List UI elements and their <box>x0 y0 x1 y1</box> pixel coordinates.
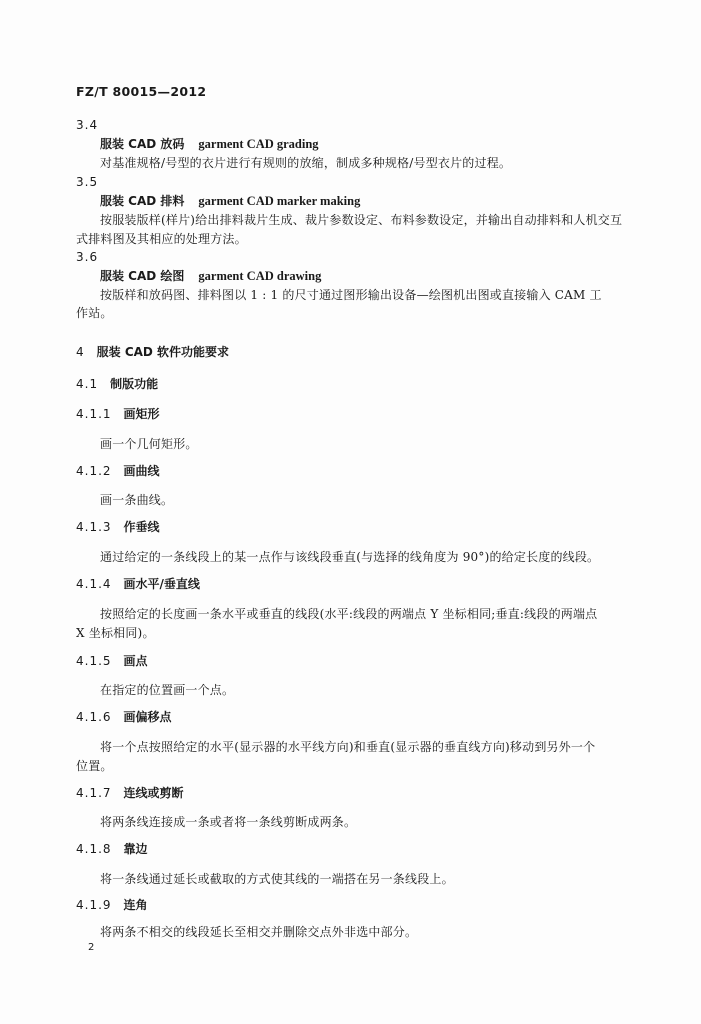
page-number: 2 <box>88 942 95 953</box>
subsection-body-line: 按照给定的长度画一条水平或垂直的线段(水平:线段的两端点 Y 坐标相同;垂直:线段的两端点 <box>100 607 598 621</box>
subsection-body-line: 位置。 <box>76 759 113 773</box>
subsection-title: 作垂线 <box>123 520 160 534</box>
subsection-title: 连线或剪断 <box>123 786 184 800</box>
subsection-number: 4.1.2 <box>76 464 112 478</box>
term-definition-line: 对基准规格/号型的衣片进行有规则的放缩，制成多种规格/号型衣片的过程。 <box>100 156 512 170</box>
subsection-heading <box>76 898 148 912</box>
subsection-heading <box>76 407 160 421</box>
section-heading <box>76 377 158 391</box>
subsection-title: 画偏移点 <box>123 710 172 724</box>
term-definition-line: 式排料图及其相应的处理方法。 <box>76 232 247 246</box>
subsection-title: 画矩形 <box>123 407 160 421</box>
subsection-body-line: 在指定的位置画一个点。 <box>100 683 235 697</box>
subsection-heading <box>76 710 172 724</box>
subsection-heading <box>76 520 160 534</box>
subsection-heading <box>76 654 148 668</box>
subsection-number: 4.1.5 <box>76 654 112 668</box>
term-definition-line: 按版样和放码图、排料图以 1 : 1 的尺寸通过图形输出设备—绘图机出图或直接输入 CAM 工 <box>100 288 602 302</box>
subsection-body-line: 将一个点按照给定的水平(显示器的水平线方向)和垂直(显示器的垂直线方向)移动到另外一个 <box>100 740 596 754</box>
term-title-en: garment CAD grading <box>198 137 319 151</box>
subsection-number: 4.1.6 <box>76 710 112 724</box>
subsection-number: 4.1.4 <box>76 577 112 591</box>
subsection-body-line: 通过给定的一条线段上的某一点作与该线段垂直(与选择的线角度为 90°)的给定长度的线段。 <box>100 550 600 564</box>
chapter-heading <box>76 345 229 359</box>
subsection-body-line: 画一个几何矩形。 <box>100 437 198 451</box>
subsection-title: 画水平/垂直线 <box>123 577 200 591</box>
subsection-title: 画点 <box>123 654 148 668</box>
subsection-heading <box>76 786 184 800</box>
term-number: 3.5 <box>76 175 99 189</box>
term-title-en: garment CAD marker making <box>198 194 361 208</box>
subsection-number: 4.1.7 <box>76 786 112 800</box>
subsection-body-line: 画一条曲线。 <box>100 493 174 507</box>
term-definition-line: 按服装版样(样片)给出排料裁片生成、裁片参数设定、布料参数设定，并输出自动排料和人机交互 <box>100 213 623 227</box>
term-title <box>100 269 321 283</box>
section-number: 4.1 <box>76 377 99 391</box>
term-title-zh: 服装 CAD 放码 <box>100 137 185 151</box>
subsection-number: 4.1.3 <box>76 520 112 534</box>
subsection-number: 4.1.8 <box>76 842 112 856</box>
term-title-zh: 服装 CAD 绘图 <box>100 269 185 283</box>
term-title-zh: 服装 CAD 排料 <box>100 194 185 208</box>
subsection-number: 4.1.1 <box>76 407 112 421</box>
subsection-heading <box>76 577 200 591</box>
term-definition-line: 作站。 <box>76 306 113 320</box>
subsection-body-line: 将两条不相交的线段延长至相交并删除交点外非选中部分。 <box>100 925 418 939</box>
standard-code: FZ/T 80015—2012 <box>76 84 207 99</box>
term-title-en: garment CAD drawing <box>198 269 322 283</box>
chapter-number: 4 <box>76 345 85 359</box>
chapter-title: 服装 CAD 软件功能要求 <box>96 345 230 359</box>
term-title <box>100 194 360 208</box>
term-title <box>100 137 319 151</box>
term-number: 3.6 <box>76 250 99 264</box>
subsection-heading <box>76 464 160 478</box>
subsection-title: 画曲线 <box>123 464 160 478</box>
subsection-title: 靠边 <box>123 842 148 856</box>
subsection-number: 4.1.9 <box>76 898 112 912</box>
subsection-body-line: 将两条线连接成一条或者将一条线剪断成两条。 <box>100 815 357 829</box>
subsection-heading <box>76 842 148 856</box>
subsection-body-line: 将一条线通过延长或截取的方式使其线的一端搭在另一条线段上。 <box>100 872 454 886</box>
section-title: 制版功能 <box>110 377 159 391</box>
subsection-body-line: X 坐标相同)。 <box>76 626 155 640</box>
subsection-title: 连角 <box>123 898 148 912</box>
term-number: 3.4 <box>76 118 99 132</box>
